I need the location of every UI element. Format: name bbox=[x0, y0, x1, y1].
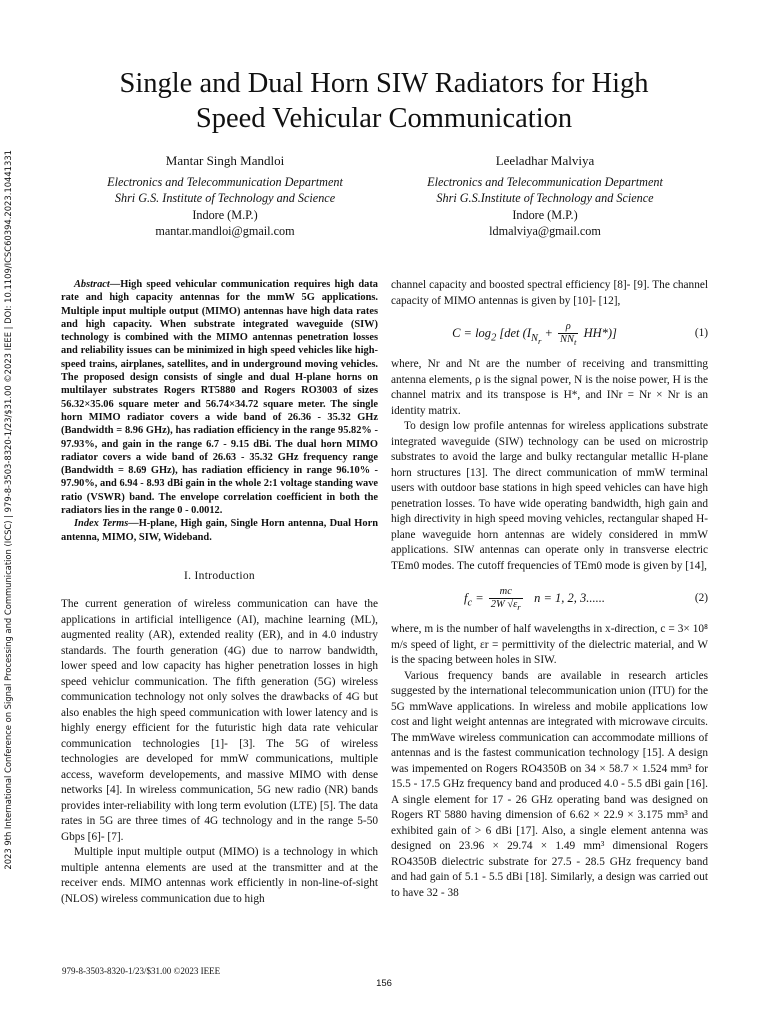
author-block-2 bbox=[380, 153, 710, 240]
author-email[interactable]: mantar.mandloi@gmail.com bbox=[155, 224, 295, 238]
right-paragraph-2: where, Nr and Nt are the number of receiving and transmitting antenna elements, ρ is the signal power, N is the noise power, H is the channel matrix and its transpose is H*, and INr = Nr × Nr is an identity matrix. bbox=[391, 358, 708, 417]
intro-paragraph-1: The current generation of wireless communication can have the applications in artificial intelligence (AI), machine learning (ML), augmented reality (AR), extended reality (ER), and in 4.0 industry standards. The fourth generation (4G) due to narrow bandwidth, lower speed and low capacity has higher penetration losses in high speed vehiclur communication. The fifth generation (5G) wireless communication technology not only solves the drawbacks of 4G but also enables the high speed communication with lower latency and is highly energy efficient for the futuristic high data rate vehicular communication technologies [1]- [3]. The 5G of wireless technologies are developed for mmW communications, multiple access, waveform developements, and massive MIMO with dense networks [4]. In wireless communication, 5G new radio (NR) bands provides inter-reliability with long term evolution (LTE) [5]. The data rates in 5G are three times of 4G technology and in the range 5-50 Gbps [6]- [7]. bbox=[61, 598, 378, 843]
right-paragraph-5: Various frequency bands are available in research articles suggested by the international telecommunication union (ITU) for the 5G mmWave applications. In wireless and mobile applications low cost and light weight antennas are integrated with microwave circuits. The mmWave wireless communication can accommodate millions of antennas and is the fastest communication technology [15]. A design was impemented on Rogers RO4350B on 34 × 58.7 × 1.524 mm³ for 15.5 - 17.5 GHz frequency band and produced 4.0 - 5.5 dBi gain [16]. A single element for 17 - 26 GHz operating band was designed on Rogers RT 5880 having dimension of 6.62 × 22.9 × 3.175 mm³ and exhibited gain of > 6 dBi [17]. Also, a single element antenna was designed on 23.96 × 29.74 × 1.49 mm³ dimensional Rogers RO4350B dielectric substrate for 27.5 - 28.5 GHz frequency band and had gain of 5.1 - 5.5 dBi [18]. Similarly, a design was carried out to have 32 - 38 bbox=[391, 669, 708, 899]
paper-title bbox=[0, 66, 768, 136]
author-block-1 bbox=[60, 153, 390, 240]
equation-2-number: (2) bbox=[694, 592, 708, 604]
title-line-2: Speed Vehicular Communication bbox=[195, 103, 573, 134]
author-name: Leeladhar Malviya bbox=[495, 153, 595, 168]
index-terms bbox=[61, 517, 378, 544]
equation-1 bbox=[391, 317, 708, 349]
abstract bbox=[61, 278, 378, 517]
equation-2-body: $f_c$ = $\frac{mc}{2W √\varepsilon_r}$ n = 1, 2, 3...... bbox=[463, 585, 606, 612]
title-line-1: Single and Dual Horn SIW Radiators for High bbox=[119, 68, 649, 99]
intro-paragraph-2: Multiple input multiple output (MIMO) is a technology in which multiple antenna elements are used at the transmitter and at the receiver ends. MIMO antennas work efficiently in non-line-of-sight (NLOS) wireless communication due to high bbox=[61, 846, 378, 905]
copyright-footer: 979-8-3503-8320-1/23/$31.00 ©2023 IEEE bbox=[62, 966, 221, 976]
right-column bbox=[391, 278, 708, 901]
page-number: 156 bbox=[376, 978, 392, 989]
author-institute: Shri G.S. Institute of Technology and Science bbox=[114, 191, 336, 205]
abstract-text: —High speed vehicular communication requires high data rate and high capacity antennas for the mmW 5G applications. Multiple input multiple output (MIMO) antennas have high data rates and high capacity. When substrate integrated waveguide (SIW) technology is combined with the MIMO antennas penetration losses and reliability issues can be minimized in high speed vehicles like high-speed trains, airplanes, satellites, and in underground moving vehicles. The proposed design consists of single and dual H-plane horns on multilayer substrates Rogers RT5880 and Rogers RO3003 of sizes 56.32×35.06 square meter and 56.74×34.72 square meter. The single horn MIMO radiator covers a wide band of 26.36 - 35.32 GHz (Bandwidth = 8.96 GHz), has radiation efficiency in the range 95.82% - 97.93%, and gain in the range 6.7 - 9.15 dBi. The dual horn MIMO radiator covers a wide band of 26.63 - 35.32 GHz frequency range (Bandwidth = 8.69 GHz), has radiation efficiency in range 96.10% - 97.90%, and 6.94 - 8.93 dBi gain in the whole 2:1 voltage standing wave ratio (VSWR) band. The envelope correlation coefficient in both the radiators lies in the range 0 - 0.0012. bbox=[61, 279, 378, 517]
right-paragraph-4: where, m is the number of half wavelengths in x-direction, c = 3× 10⁸ m/s speed of light, εr = permittivity of the dielectric material, and W is the spacing between holes in SIW. bbox=[391, 623, 708, 666]
equation-1-number: (1) bbox=[694, 327, 708, 339]
right-paragraph-3: To design low profile antennas for wireless applications substrate integrated waveguide (SIW) technology can be used on microstrip substrates to avoid the large and bulky rectangular metallic H-plane horn structures [13]. The direct communication of mmW terminal users with outdoor base stations in high speed vehicles can have high penetration losses. To have wide operating bandwidth, high gain and high directivity in high speed moving vehicles, rectangular shaped H-plane waveguide horn antennas are widely considered in mmW applications. SIW antennas can operate only in transverse electric TEm0 modes. The cutoff frequencies of TEm0 mode is given by [14], bbox=[391, 420, 708, 572]
index-terms-text: —H-plane, High gain, Single Horn antenna, Dual Horn antenna, MIMO, SIW, Wideband. bbox=[61, 518, 378, 543]
left-column bbox=[61, 278, 378, 907]
section-heading: I. Introduction bbox=[184, 569, 255, 582]
index-terms-label: Index Terms bbox=[74, 518, 129, 530]
author-institute: Shri G.S.Institute of Technology and Science bbox=[436, 191, 654, 205]
doi-line: 2023 9th International Conference on Signal Processing and Communication (ICSC) | 979-8-3503-8320-1/23/$31.00 ©2023 IEEE | DOI: 10.1109/ICSC60394.2023.10441331 bbox=[3, 150, 13, 870]
equation-1-body: $C = \log_2 [\det$ ($I_{N_r}$ + $\frac{\rho}{NN_t}$ HH*)] bbox=[452, 320, 617, 347]
author-city: Indore (M.P.) bbox=[512, 207, 578, 222]
equation-2 bbox=[391, 582, 708, 614]
author-name: Mantar Singh Mandloi bbox=[165, 153, 285, 168]
right-paragraph-1: channel capacity and boosted spectral efficiency [8]- [9]. The channel capacity of MIMO antennas is given by [10]- [12], bbox=[391, 279, 708, 307]
author-dept: Electronics and Telecommunication Department bbox=[107, 174, 343, 189]
author-city: Indore (M.P.) bbox=[192, 207, 258, 222]
abstract-label: Abstract bbox=[74, 279, 110, 290]
author-email[interactable]: ldmalviya@gmail.com bbox=[489, 224, 601, 238]
author-dept: Electronics and Telecommunication Department bbox=[427, 174, 663, 189]
side-margin-text bbox=[2, 150, 16, 870]
